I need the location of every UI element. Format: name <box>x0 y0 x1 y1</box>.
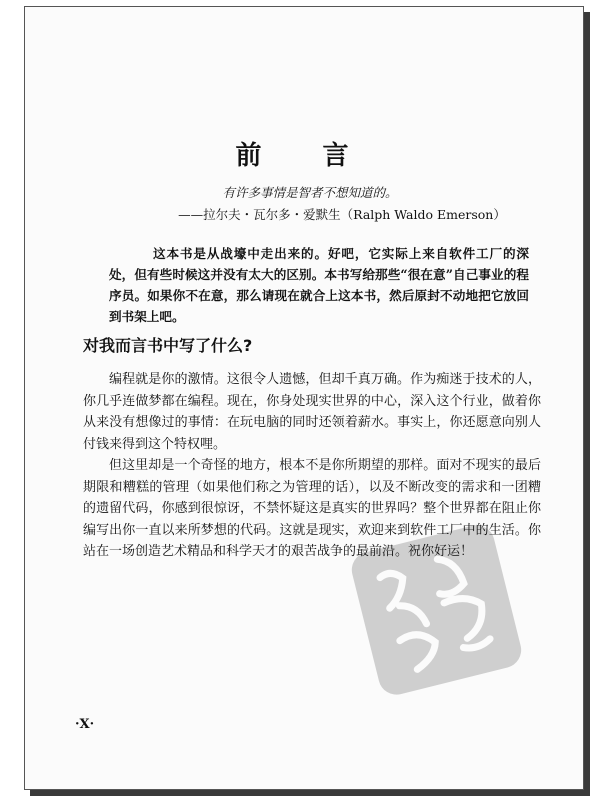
page-number: ·X· <box>75 717 95 732</box>
body-paragraph: 但这里却是一个奇怪的地方，根本不是你所期望的那样。面对不现实的最后期限和糟糕的管理（如果他们称之为管理的话），以及不断改变的需求和一团糟的遗留代码，你感到很惊讶，不禁怀疑这是真实的世界吗？整个世界都在阻止你编写出你一直以来所梦想的代码。这就是现实，欢迎来到软件工厂中的生活。你站在一场创造艺术精品和科学天才的艰苦战争的最前沿。祝你好运！ <box>83 458 541 559</box>
body-paragraph: 编程就是你的激情。这很令人遗憾，但却千真万确。作为痴迷于技术的人，你几乎连做梦都在编程。现在，你身处现实世界的中心，深入这个行业，做着你从来没有想像过的事情：在玩电脑的同时还领着薪水。事实上，你还愿意向别人付钱来得到这个特权哩。 <box>83 372 541 452</box>
section-heading: 对我而言书中写了什么? <box>83 336 253 355</box>
intro-paragraph: 这本书是从战壕中走出来的。好吧，它实际上来自软件工厂的深处，但有些时候这并没有太大的区别。本书写给那些“很在意”自己事业的程序员。如果你不在意，那么请现在就合上这本书，然后原封不动地把它放回到书架上吧。 <box>109 246 529 324</box>
page-title: 前 言 <box>235 141 375 171</box>
epigraph-attribution: ——拉尔夫・瓦尔多・爱默生（Ralph Waldo Emerson） <box>178 207 506 222</box>
epigraph-quote: 有许多事情是智者不想知道的。 <box>222 185 398 200</box>
book-page <box>24 6 584 790</box>
